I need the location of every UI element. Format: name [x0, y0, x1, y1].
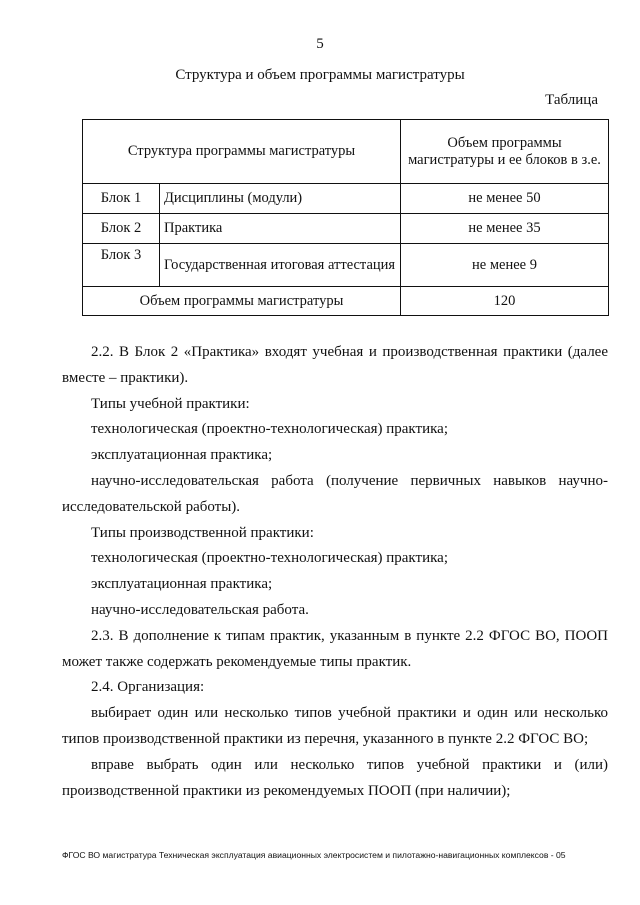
block-volume-cell: не менее 50 — [401, 184, 609, 214]
block-volume-cell: не менее 9 — [401, 244, 609, 287]
table-label: Таблица — [545, 92, 598, 108]
page-footer: ФГОС ВО магистратура Техническая эксплуатация авиационных электросистем и пилотажно-навигационных комплексов - 05 — [62, 850, 566, 860]
total-volume-cell: 120 — [401, 287, 609, 316]
paragraph: выбирает один или несколько типов учебной практики и один или несколько типов производственной практики из перечня, указанного в пункте 2.2 ФГОС ВО; — [62, 705, 608, 747]
body-text — [62, 340, 608, 804]
paragraph: научно-исследовательская работа (получение первичных навыков научно-исследовательской работы). — [62, 472, 608, 515]
paragraph: 2.3. В дополнение к типам практик, указанным в пункте 2.2 ФГОС ВО, ПООП может также содержать рекомендуемые типы практик. — [62, 627, 608, 670]
paragraph: Типы производственной практики: — [91, 524, 314, 541]
paragraph: эксплуатационная практика; — [91, 447, 273, 464]
table-row — [83, 184, 609, 214]
total-label-cell: Объем программы магистратуры — [83, 287, 401, 316]
page-number: 5 — [316, 36, 324, 52]
block-name-cell: Практика — [160, 214, 401, 244]
table-total-row — [83, 287, 609, 316]
block-number-cell: Блок 1 — [83, 184, 160, 214]
block-name-cell: Государственная итоговая аттестация — [160, 244, 401, 287]
paragraph: научно-исследовательская работа. — [91, 601, 309, 618]
table-header-row — [83, 120, 609, 184]
paragraph: технологическая (проектно-технологическая) практика; — [91, 550, 448, 567]
paragraph: 2.4. Организация: — [91, 679, 205, 696]
paragraph: 2.2. В Блок 2 «Практика» входят учебная и производственная практики (далее вместе – практики). — [62, 344, 608, 386]
block-number-cell: Блок 2 — [83, 214, 160, 244]
block-number-cell: Блок 3 — [83, 244, 160, 287]
header-volume-cell: Объем программы магистратуры и ее блоков в з.е. — [401, 120, 609, 184]
paragraph: Типы учебной практики: — [91, 395, 250, 412]
table-row — [83, 214, 609, 244]
program-structure-table — [82, 119, 609, 316]
paragraph: эксплуатационная практика; — [91, 576, 273, 593]
paragraph: технологическая (проектно-технологическая) практика; — [91, 421, 448, 438]
table-row — [83, 244, 609, 287]
document-title: Структура и объем программы магистратуры — [175, 67, 465, 83]
header-structure-cell: Структура программы магистратуры — [83, 120, 401, 184]
paragraph: вправе выбрать один или несколько типов учебной практики и (или) производственной практики из рекомендуемых ПООП (при наличии); — [62, 756, 608, 799]
block-volume-cell: не менее 35 — [401, 214, 609, 244]
block-name-cell: Дисциплины (модули) — [160, 184, 401, 214]
